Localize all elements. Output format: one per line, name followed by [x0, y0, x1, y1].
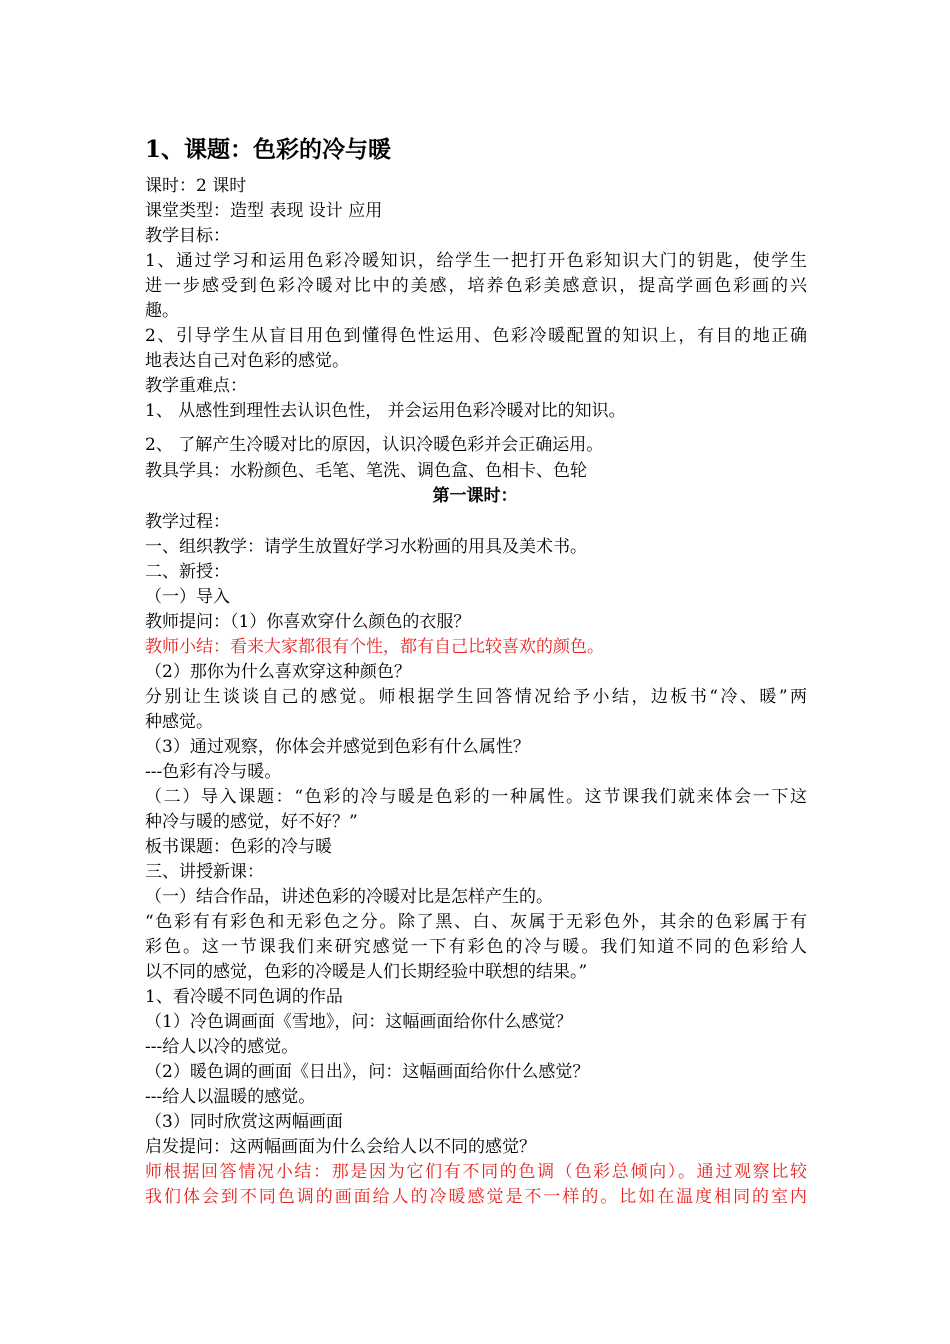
class-type: 课堂类型：造型 表现 设计 应用	[145, 201, 383, 221]
objectives-heading: 教学目标：	[145, 226, 230, 246]
student-feelings-line-1: 分别让生谈谈自己的感觉。师根据学生回答情况给予小结，边板书“冷、暖”两	[145, 687, 807, 707]
color-quote-line-2: 彩色。这一节课我们来研究感觉一下有彩色的冷与暖。我们知道不同的色彩给人	[145, 937, 807, 957]
teacher-summary-2-line-2: 我们体会到不同色调的画面给人的冷暖感觉是不一样的。比如在温度相同的室内	[145, 1187, 807, 1207]
key-point-2: 2、 了解产生冷暖对比的原因，认识冷暖色彩并会正确运用。	[145, 435, 604, 455]
teaching-materials: 教具学具：水粉颜色、毛笔、笔洗、调色盒、色相卡、色轮	[145, 461, 587, 481]
objective-2-line-1: 2、引导学生从盲目用色到懂得色性运用、色彩冷暖配置的知识上，有目的地正确	[145, 326, 807, 346]
key-points-heading: 教学重难点：	[145, 376, 247, 396]
warm-painting-answer: ---给人以温暖的感觉。	[145, 1087, 316, 1107]
sub-works: （一）结合作品，讲述色彩的冷暖对比是怎样产生的。	[145, 887, 553, 907]
objective-1-line-1: 1、通过学习和运用色彩冷暖知识，给学生一把打开色彩知识大门的钥匙，使学生	[145, 251, 807, 271]
key-point-1: 1、 从感性到理性去认识色性， 并会运用色彩冷暖对比的知识。	[145, 401, 626, 421]
warm-painting-question: （2）暖色调的画面《日出》，问：这幅画面给你什么感觉？	[145, 1062, 590, 1082]
process-heading: 教学过程：	[145, 512, 230, 532]
student-feelings-line-2: 种感觉。	[145, 712, 213, 732]
question-3: （3）通过观察，你体会并感觉到色彩有什么属性？	[145, 737, 530, 757]
objective-1-line-2: 进一步感受到色彩冷暖对比中的美感，培养色彩美感意识，提高学画色彩画的兴	[145, 276, 807, 296]
lesson-title: 1、课题：色彩的冷与暖	[145, 136, 392, 163]
step-lecture: 三、讲授新课：	[145, 862, 264, 882]
teacher-summary-2-line-1: 师根据回答情况小结：那是因为它们有不同的色调（色彩总倾向）。通过观察比较	[145, 1162, 807, 1182]
step-organize: 一、组织教学：请学生放置好学习水粉画的用具及美术书。	[145, 537, 587, 557]
teacher-summary-1: 教师小结：看来大家都很有个性，都有自己比较喜欢的颜色。	[145, 637, 604, 657]
color-quote-line-1: “色彩有有彩色和无彩色之分。除了黑、白、灰属于无彩色外，其余的色彩属于有	[145, 912, 807, 932]
answer-3: ---色彩有冷与暖。	[145, 762, 282, 782]
compare-paintings: （3）同时欣赏这两幅画面	[145, 1112, 343, 1132]
board-title: 板书课题：色彩的冷与暖	[145, 837, 332, 857]
question-2: （2）那你为什么喜欢穿这种颜色？	[145, 662, 411, 682]
first-lesson-heading: 第一课时：	[432, 486, 518, 506]
class-hours: 课时：2 课时	[145, 176, 247, 196]
view-works: 1、看冷暖不同色调的作品	[145, 987, 343, 1007]
sub-intro: （一）导入	[145, 587, 230, 607]
step-new-teaching: 二、新授：	[145, 562, 230, 582]
color-quote-line-3: 以不同的感觉，色彩的冷暖是人们长期经验中联想的结果。”	[145, 962, 588, 982]
objective-2-line-2: 地表达自己对色彩的感觉。	[145, 351, 349, 371]
topic-intro-line-1: （二）导入课题：“色彩的冷与暖是色彩的一种属性。这节课我们就来体会一下这	[145, 787, 807, 807]
cold-painting-answer: ---给人以冷的感觉。	[145, 1037, 299, 1057]
inspire-question: 启发提问：这两幅画面为什么会给人以不同的感觉？	[145, 1137, 536, 1157]
topic-intro-line-2: 种冷与暖的感觉，好不好？”	[145, 812, 358, 832]
objective-1-line-3: 趣。	[145, 301, 179, 321]
teacher-question-1: 教师提问：（1）你喜欢穿什么颜色的衣服？	[145, 612, 471, 632]
cold-painting-question: （1）冷色调画面《雪地》，问：这幅画面给你什么感觉？	[145, 1012, 573, 1032]
